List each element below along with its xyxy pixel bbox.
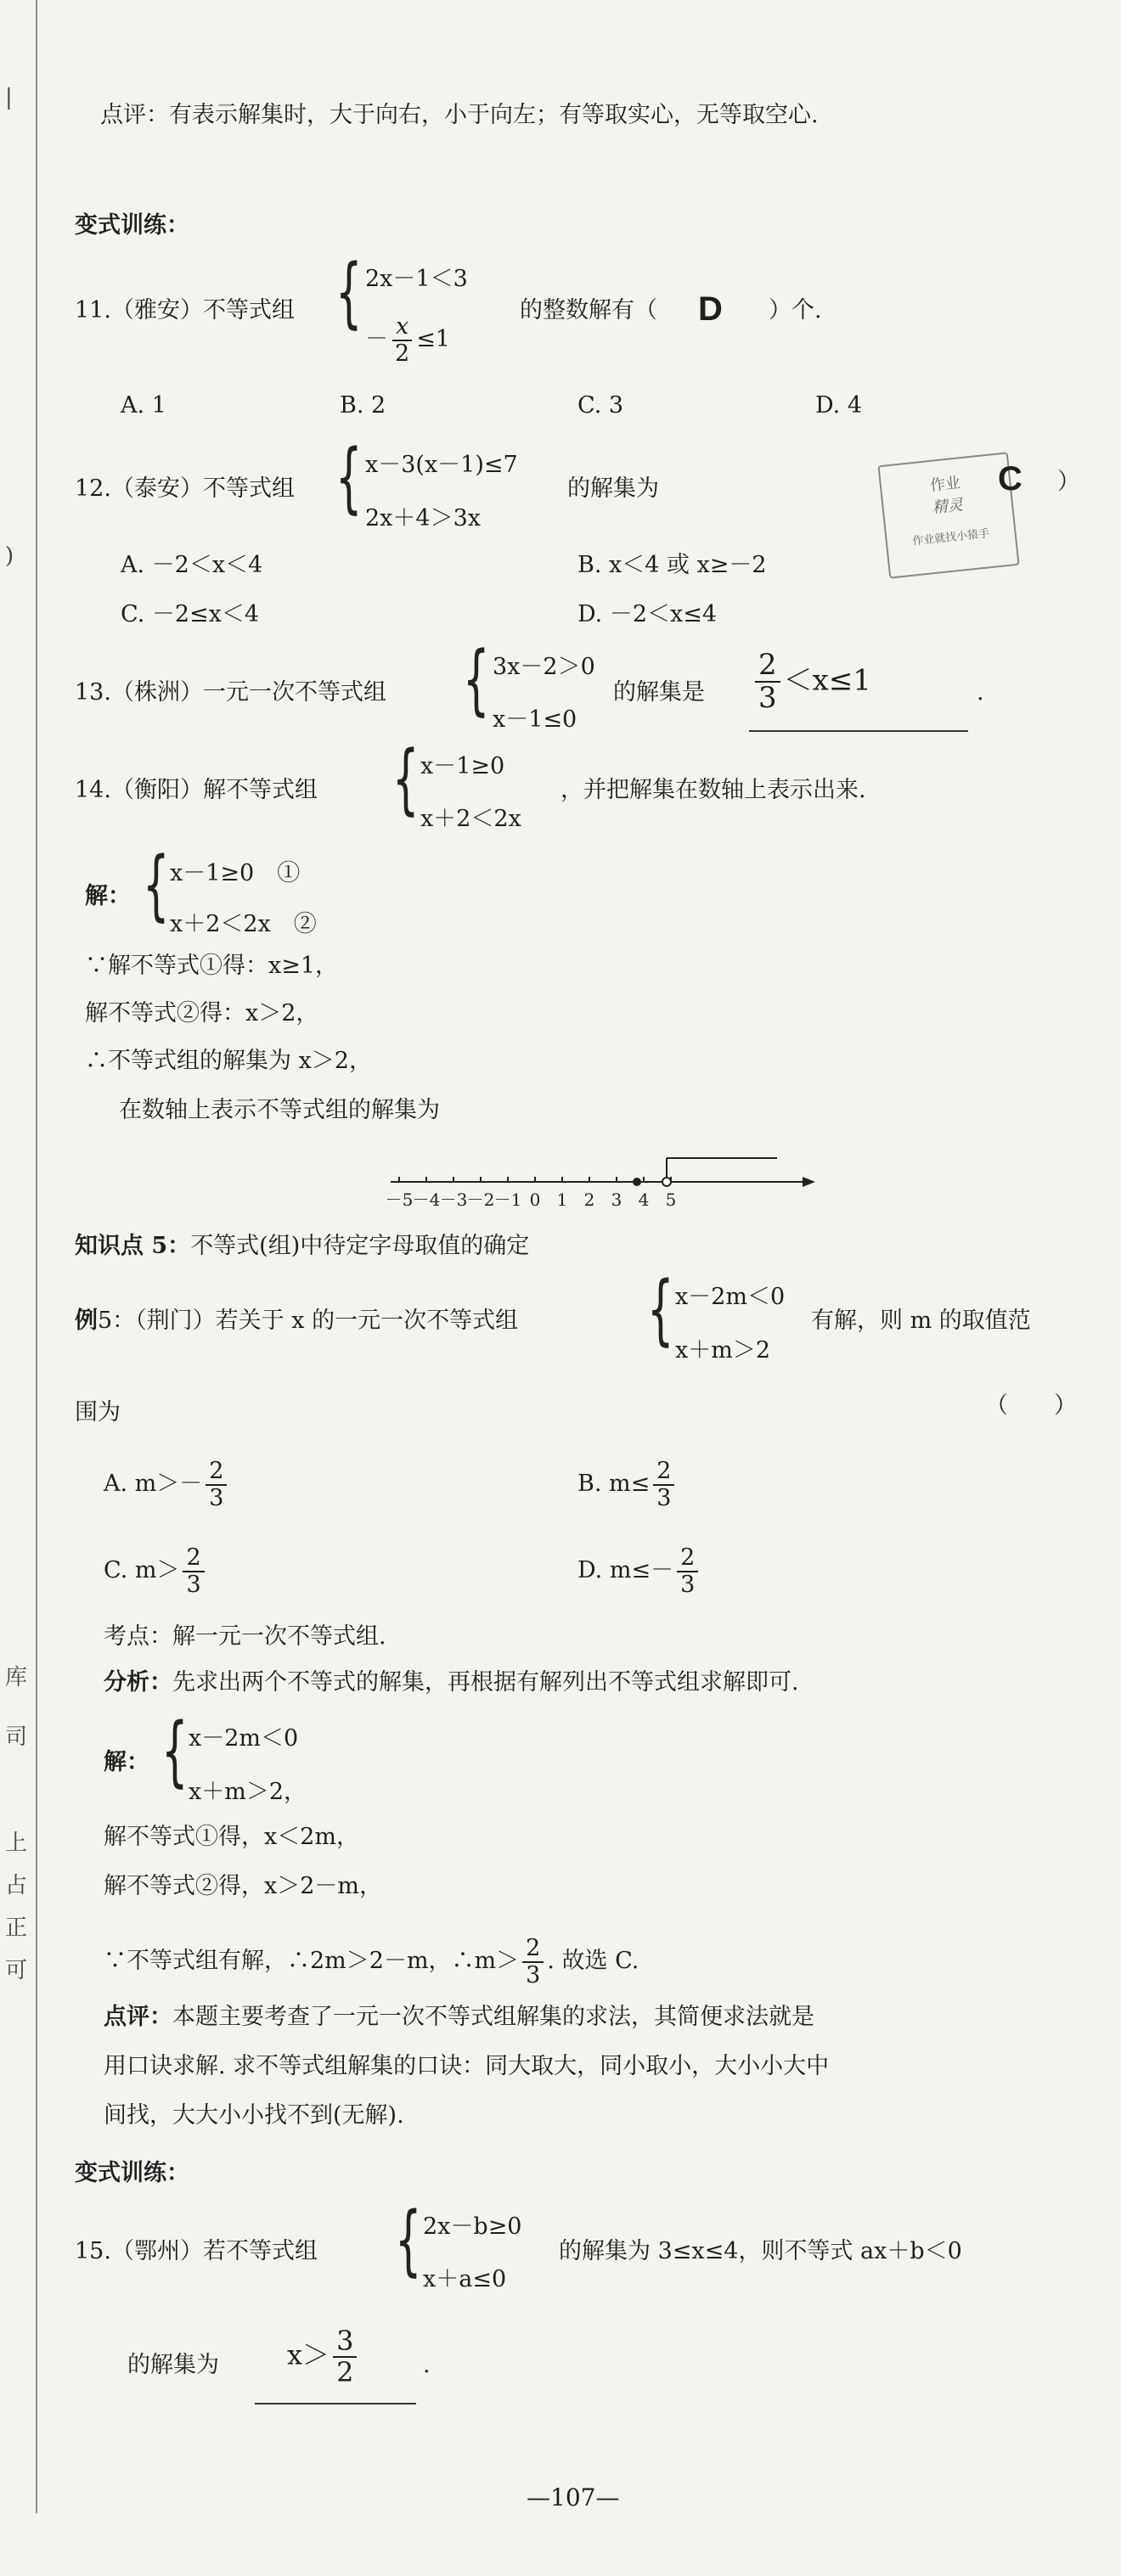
ex5-step: ∵不等式组有解，∴2m＞2－m，∴m＞ $\frac{2}{3}$ . 故选 C. <box>104 1935 639 1988</box>
q12-prefix: 12.（泰安）不等式组 <box>75 475 295 502</box>
open-point <box>662 1178 671 1186</box>
q11-option-b: B. 2 <box>340 392 386 419</box>
answer-underline <box>749 730 968 732</box>
ex5-line2: x＋m＞2 <box>675 1337 771 1364</box>
edge-mark: 占 <box>5 1873 28 1898</box>
q15-prefix: 15.（鄂州）若不等式组 <box>75 2238 318 2264</box>
q14-step: 在数轴上表示不等式组的解集为 <box>119 1097 440 1123</box>
q14-step: ∴不等式组的解集为 x＞2， <box>85 1048 372 1074</box>
q12-line2: 2x＋4＞3x <box>365 505 481 532</box>
ex5-intro: 例5：（荆门）若关于 x 的一元一次不等式组 <box>75 1308 519 1334</box>
knowledge-point-5: 知识点 5：不等式(组)中待定字母取值的确定 <box>75 1233 530 1259</box>
edge-mark: ) <box>5 543 14 569</box>
axis-tick-label: －3 <box>439 1190 468 1210</box>
ex5-line1: x－2m＜0 <box>675 1284 786 1310</box>
ex5-fenxi: 分析：先求出两个不等式的解集，再根据有解列出不等式组求解即可. <box>104 1669 799 1696</box>
ex5-sol-line2: x＋m＞2， <box>189 1779 307 1805</box>
q14-line1: x－1≥0 <box>420 753 505 779</box>
q12-option-a: A. －2＜x＜4 <box>121 552 263 578</box>
ex5-paren: （ ） <box>985 1392 1077 1419</box>
edge-mark: 库 <box>5 1665 28 1690</box>
q11-suffix2: ）个. <box>769 297 822 323</box>
q15-line-b: 的解集为 <box>127 2352 219 2378</box>
axis-tick-label: －2 <box>466 1190 495 1210</box>
variant-heading: 变式训练： <box>75 2160 189 2186</box>
q12-option-d: D. －2＜x≤4 <box>577 601 718 627</box>
q13-answer: $\frac{2}{3}$ ＜x≤1 <box>752 650 871 715</box>
page-number: —107— <box>527 2483 620 2511</box>
system-brace: { <box>335 248 363 337</box>
axis-tick-label: －4 <box>412 1190 441 1210</box>
axis-tick-label: 4 <box>638 1190 650 1210</box>
answer-underline <box>255 2403 416 2404</box>
ex5-text2: 有解，则 m 的取值范 <box>811 1308 1031 1334</box>
q14-solution-label: 解： <box>85 883 131 909</box>
system-brace: { <box>463 635 490 724</box>
binding-line <box>36 0 37 2513</box>
q14-step: 解不等式②得：x＞2， <box>85 1000 319 1026</box>
ex5-comment: 用口诀求解. 求不等式组解集的口诀：同大取大，同小取小，大小小大中 <box>104 2053 830 2079</box>
q15-suffix: 的解集为 3≤x≤4，则不等式 ax＋b＜0 <box>559 2238 962 2264</box>
q12-option-b: B. x＜4 或 x≥－2 <box>577 552 767 578</box>
ex5-comment: 间找，大大小小找不到(无解). <box>104 2102 404 2129</box>
edge-mark: 可 <box>5 1958 28 1983</box>
number-line <box>382 1138 824 1214</box>
ex5-option-a: A. m＞－ $\frac{2}{3}$ <box>104 1459 230 1510</box>
ex5-solution-label: 解： <box>104 1749 149 1775</box>
q15-line2: x＋a≤0 <box>423 2266 507 2292</box>
system-brace: { <box>161 1707 189 1796</box>
q11-line1: 2x－1＜3 <box>365 266 468 292</box>
q12-paren: ） <box>1057 469 1080 495</box>
axis-tick-label: －1 <box>493 1190 522 1210</box>
ex5-kaodian: 考点：解一元一次不等式组. <box>104 1623 386 1650</box>
ex5-comment: 点评：本题主要考查了一元一次不等式组解集的求法，其简便求法就是 <box>104 2004 814 2030</box>
comment-top: 点评：有表示解集时，大于向右，小于向左；有等取实心，无等取空心. <box>100 102 819 128</box>
homework-stamp: 作业 精灵 作业就找小猿手 <box>877 452 1019 578</box>
system-brace: { <box>647 1265 674 1354</box>
axis-tick-label: 1 <box>556 1190 568 1210</box>
ex5-option-b: B. m≤ $\frac{2}{3}$ <box>577 1459 678 1510</box>
edge-mark: 上 <box>5 1831 28 1856</box>
q14-prefix: 14.（衡阳）解不等式组 <box>75 777 318 803</box>
q11-option-c: C. 3 <box>577 392 624 419</box>
variant-heading: 变式训练： <box>75 212 189 239</box>
q14-sol-line1: x－1≥0 ① <box>170 860 301 886</box>
q13-line2: x－1≤0 <box>493 706 577 733</box>
ex5-text3: 围为 <box>75 1399 121 1426</box>
q13-prefix: 13.（株洲）一元一次不等式组 <box>75 679 386 706</box>
ex5-sol-line1: x－2m＜0 <box>189 1725 299 1752</box>
ex5-option-d: D. m≤－ $\frac{2}{3}$ <box>577 1545 701 1597</box>
q11-option-d: D. 4 <box>815 392 863 419</box>
ex5-step: 解不等式①得，x＜2m， <box>104 1824 360 1850</box>
q15-answer: x＞ $\frac{3}{2}$ <box>287 2326 360 2388</box>
q14-line2: x＋2＜2x <box>420 806 521 832</box>
axis-tick-label: 0 <box>529 1190 541 1210</box>
q14-sol-line2: x＋2＜2x ② <box>170 911 317 937</box>
q14-step: ∵解不等式①得：x≥1， <box>85 953 339 979</box>
q13-line1: 3x－2＞0 <box>493 654 595 680</box>
system-brace: { <box>143 841 170 930</box>
q12-option-c: C. －2≤x＜4 <box>121 601 260 627</box>
q11-line2: － $\frac{x}{2}$ ≤1 <box>365 313 450 367</box>
q11-suffix: 的整数解有（ <box>520 297 657 323</box>
axis-tick-label: 3 <box>611 1190 622 1210</box>
edge-mark: 司 <box>5 1724 28 1750</box>
edge-mark: | <box>5 85 13 110</box>
axis-arrow <box>803 1177 815 1187</box>
axis-tick-label: 5 <box>665 1190 677 1210</box>
axis-tick-label: 2 <box>583 1190 595 1210</box>
q15-line1: 2x－b≥0 <box>423 2213 522 2240</box>
system-brace: { <box>395 2196 422 2285</box>
edge-mark: 正 <box>5 1915 28 1941</box>
ex5-option-c: C. m＞ $\frac{2}{3}$ <box>104 1545 208 1597</box>
q11-option-a: A. 1 <box>121 392 166 419</box>
system-brace: { <box>335 433 363 522</box>
q11-prefix: 11.（雅安）不等式组 <box>75 297 295 323</box>
ex5-step: 解不等式②得，x＞2－m， <box>104 1873 383 1899</box>
q13-suffix: 的解集是 <box>613 679 705 706</box>
q12-answer: C <box>998 460 1022 498</box>
q14-suffix: ，并把解集在数轴上表示出来. <box>560 777 866 803</box>
system-brace: { <box>392 734 420 824</box>
axis-tick-label: －5 <box>385 1190 414 1210</box>
q12-line1: x－3(x－1)≤7 <box>365 452 518 478</box>
q15-end: . <box>423 2352 431 2378</box>
q11-answer: D <box>698 290 723 328</box>
q13-end: . <box>977 679 984 706</box>
q12-suffix: 的解集为 <box>567 475 659 502</box>
solid-point <box>633 1178 641 1186</box>
